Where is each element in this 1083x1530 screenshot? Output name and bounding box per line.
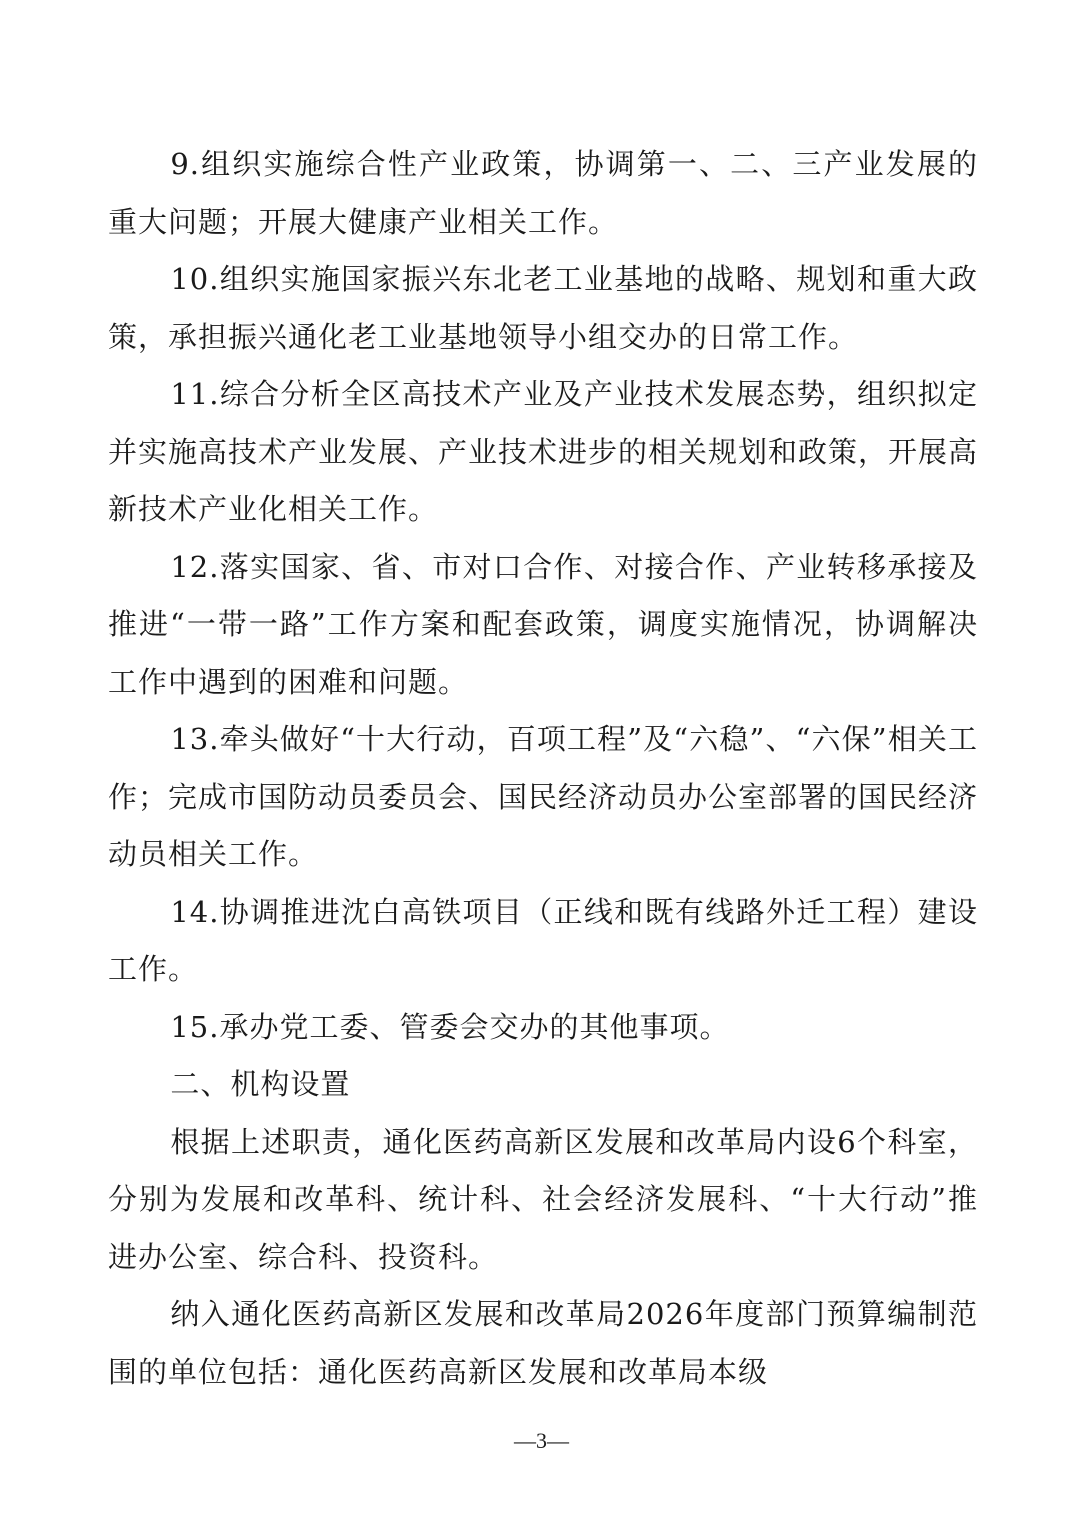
duty-item-10: 10.组织实施国家振兴东北老工业基地的战略、规划和重大政策，承担振兴通化老工业基地领导小组交办的日常工作。 [108,262,978,354]
duty-item-13: 13.牵头做好“十大行动，百项工程”及“六稳”、“六保”相关工作；完成市国防动员委员会、国民经济动员办公室部署的国民经济动员相关工作。 [108,722,979,871]
section-heading: 二、机构设置 [170,1067,351,1101]
duty-item-11: 11.综合分析全区高技术产业及产业技术发展态势，组织拟定并实施高技术产业发展、产业技术进步的相关规划和政策，开展高新技术产业化相关工作。 [108,377,979,526]
document-body [108,136,978,1401]
duty-item-15: 15.承办党工委、管委会交办的其他事项。 [170,1009,730,1044]
duty-item-14: 14.协调推进沈白高铁项目（正线和既有线路外迁工程）建设工作。 [108,894,978,986]
duty-item-12: 12.落实国家、省、市对口合作、对接合作、产业转移承接及推进“一带一路”工作方案和配套政策，调度实施情况，协调解决工作中遇到的困难和问题。 [108,549,978,699]
organization-paragraph: 根据上述职责，通化医药高新区发展和改革局内设6个科室，分别为发展和改革科、统计科、社会经济发展科、“十大行动”推进办公室、综合科、投资科。 [108,1124,978,1274]
page-number: —3— [514,1428,569,1453]
duty-item-9: 9.组织实施综合性产业政策，协调第一、二、三产业发展的重大问题；开展大健康产业相关工作。 [108,147,978,239]
budget-scope-paragraph: 纳入通化医药高新区发展和改革局2026年度部门预算编制范围的单位包括：通化医药高新区发展和改革局本级 [108,1297,978,1389]
